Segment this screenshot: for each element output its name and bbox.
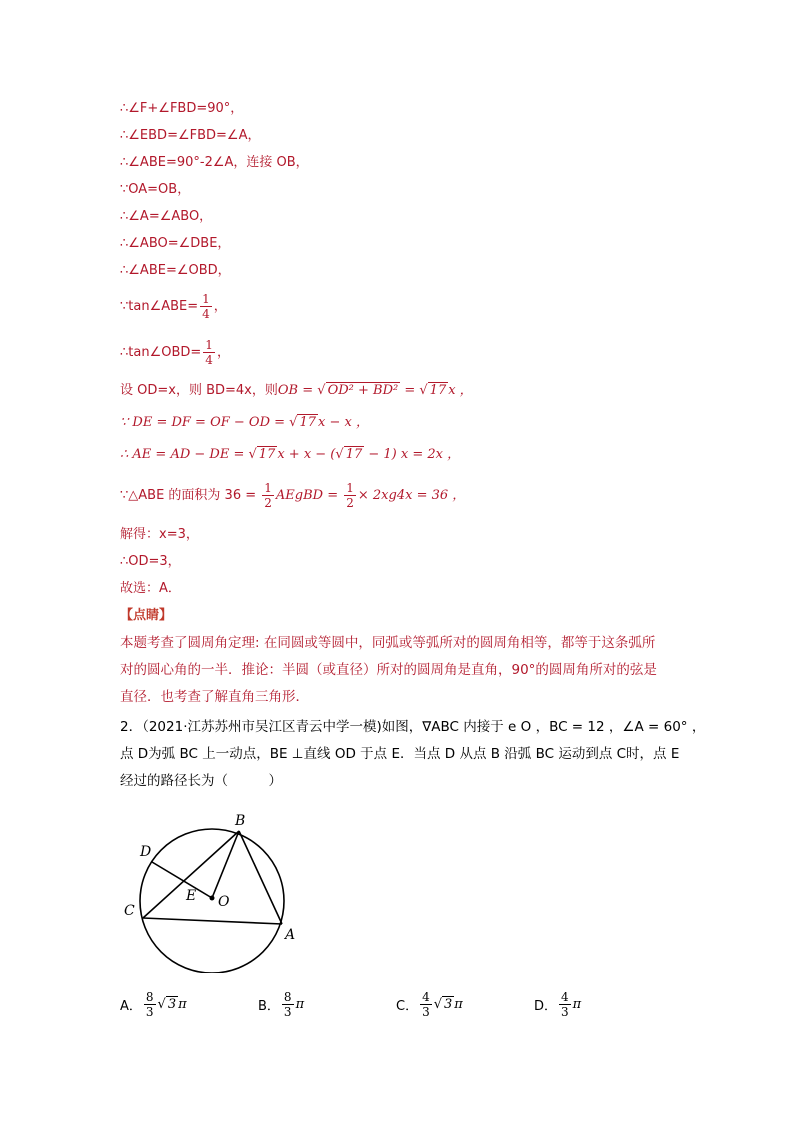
fraction: $\frac{4}{3}$ — [561, 990, 569, 1019]
sqrt: √ OD² + BD² — [317, 383, 399, 398]
label-d: D — [140, 844, 152, 860]
tan-abe-prefix: ∵tan∠ABE= — [120, 299, 199, 314]
comment-line: 对的圆心角的一半．推论：半圆（或直径）所对的圆周角是直角，90°的圆周角所对的弦是 — [120, 662, 657, 678]
fraction: $\frac{4}{3}$ — [422, 990, 430, 1019]
sqrt: √ 3 — [433, 997, 453, 1012]
label-a: A — [285, 927, 296, 943]
solution-line: ∴∠F+∠FBD=90°， — [120, 101, 244, 116]
solution-line: ∴∠ABO=∠DBE， — [120, 236, 231, 251]
set-od-line: 设 OD=x，则 BD=4x，则OB = √ OD² + BD² = √ 17 x ， — [120, 383, 473, 398]
question-line: 点 D为弧 BC 上一动点，BE ⊥直线 OD 于点 E．当点 D 从点 B 沿弧 BC 运动到点 C时，点 E — [120, 746, 680, 762]
label-b: B — [235, 813, 246, 829]
solution-line: ∴∠ABE=∠OBD， — [120, 263, 231, 278]
sqrt: √ 17 — [419, 383, 447, 398]
sqrt: √ 3 — [157, 997, 177, 1012]
area-line: ∵△ABE 的面积为 36 = $\frac{1}{2}$ AEgBD = $\frac{1}{2}$ × 2xg4x = 36 ， — [120, 481, 466, 510]
chord-ba — [239, 831, 282, 924]
circle-figure — [118, 808, 308, 973]
sqrt: √ 17 — [248, 447, 276, 462]
sqrt: √ 17 — [289, 415, 316, 430]
solve-line: 故选：A． — [120, 581, 181, 596]
comment-heading: 【点睛】 — [120, 608, 173, 623]
question-line: 2．（2021·江苏苏州市吴江区青云中学一模)如图，∇ABC 内接于 e O ，BC = 12 ，∠A = 60° ， — [120, 719, 706, 735]
fraction: $\frac{1}{4}$ — [202, 292, 210, 321]
label-o: O — [218, 894, 230, 910]
solution-line: ∴∠ABE=90°-2∠A，连接 OB， — [120, 155, 309, 170]
fraction: $\frac{8}{3}$ — [145, 990, 154, 1019]
solution-line: ∵OA=OB， — [120, 182, 191, 197]
solution-line: ∴∠A=∠ABO， — [120, 209, 213, 224]
label-e: E — [186, 888, 197, 904]
chord-ca — [143, 918, 282, 924]
sqrt: √ 17 — [335, 447, 363, 462]
segment-bo — [212, 831, 239, 898]
center-point — [210, 896, 215, 901]
option-b[interactable]: B． $\frac{8}{3}$ π — [258, 990, 305, 1019]
tan-obd-prefix: ∴tan∠OBD= — [120, 345, 202, 360]
fraction: $\frac{1}{4}$ — [205, 338, 213, 367]
option-d[interactable]: D． $\frac{4}{3}$ π — [534, 990, 582, 1019]
ae-line: ∴ AE = AD − DE = √ 17 x + x − (√ 17 − 1) x = 2x ， — [120, 447, 461, 462]
de-line: ∵ DE = DF = OF − OD = √ 17 x − x ， — [120, 415, 369, 430]
comment-line: 本题考查了圆周角定理: 在同圆或等圆中，同弧或等弧所对的圆周角相等，都等于这条弧所 — [120, 635, 656, 651]
solution-line: ∴∠EBD=∠FBD=∠A， — [120, 128, 261, 143]
label-c: C — [124, 903, 135, 919]
fraction: $\frac{1}{2}$ — [346, 481, 354, 510]
comment-line: 直径．也考查了解直角三角形． — [120, 689, 309, 705]
option-c[interactable]: C． $\frac{4}{3}$ √ 3 π — [396, 990, 463, 1019]
tan-abe-line: ∵tan∠ABE= $\frac{1}{4}$ ， — [120, 292, 227, 321]
fraction: $\frac{8}{3}$ — [283, 990, 292, 1019]
solve-line: 解得：x=3， — [120, 527, 199, 542]
tan-obd-line: ∴tan∠OBD= $\frac{1}{4}$ ， — [120, 338, 230, 367]
solve-line: ∴OD=3， — [120, 554, 181, 569]
question-line: 经过的路径长为（ ） — [120, 773, 282, 789]
option-a[interactable]: A． $\frac{8}{3}$ √ 3 π — [120, 990, 187, 1019]
fraction: $\frac{1}{2}$ — [264, 481, 272, 510]
segment-do — [152, 862, 212, 898]
